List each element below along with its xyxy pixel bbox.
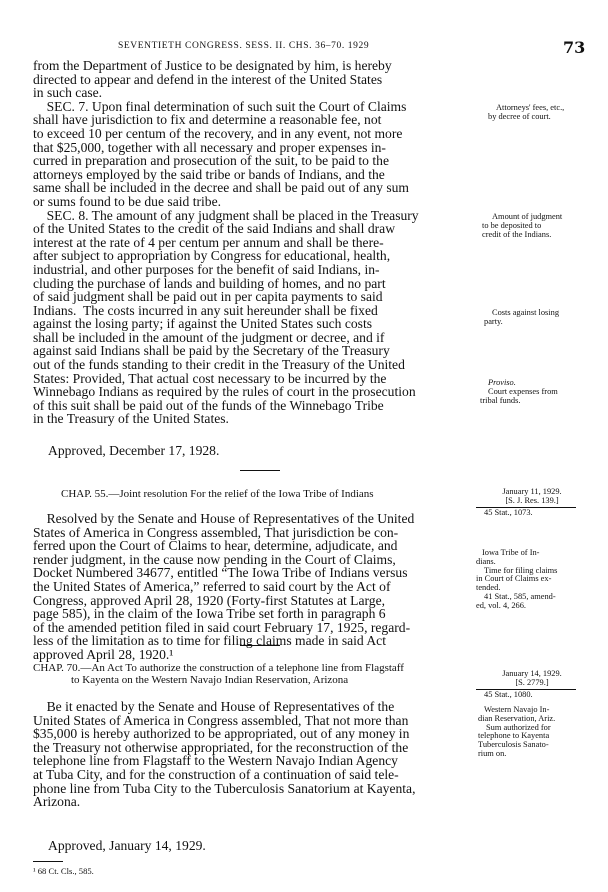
text-line: SEC. 7. Upon final determination of such suit the Court of Claims xyxy=(33,98,407,114)
text-line: cluding the purchase of lands and building of homes, and no part xyxy=(33,275,386,291)
text-line: ferred upon the Court of Claims to hear, determine, adjudicate, and xyxy=(33,538,398,554)
text-line: or sums found to be due said tribe. xyxy=(33,193,222,209)
chap-55-date-block: January 11, 1929. [S. J. Res. 139.] xyxy=(502,487,562,505)
chap-70-heading: CHAP. 70.—An Act To authorize the construction of a telephone line from Flagstaff to Kayenta on the Western Navajo Indian Reservation, Arizona xyxy=(33,662,404,686)
chap-70-stat-ref: 45 Stat., 1080. xyxy=(484,690,533,699)
text-line: $35,000 is hereby authorized to be appropriated, out of any money in xyxy=(33,726,410,742)
chap-55-stat-ref: 45 Stat., 1073. xyxy=(484,508,533,517)
footnote: ¹ 68 Ct. Cls., 585. xyxy=(33,866,94,876)
text-line: page 585), in the claim of the Iowa Tribe set forth in paragraph 6 xyxy=(33,606,386,622)
text-line: that $25,000, together with all necessary and proper expenses in- xyxy=(33,139,386,155)
text-line: industrial, and other purposes for the benefit of said Indians, in- xyxy=(33,261,380,277)
text-line: telephone line from Flagstaff to the Western Navajo Indian Agency xyxy=(33,753,398,769)
text-line: of said judgment shall be paid out in per capita payments to said xyxy=(33,289,383,305)
section-divider-2 xyxy=(240,645,280,646)
running-head: SEVENTIETH CONGRESS. SESS. II. CHS. 36–70. 1929 xyxy=(118,41,370,51)
text-line: phone line from Tuba City to the Tuberculosis Sanatorium at Kayenta, xyxy=(33,780,416,796)
section-divider xyxy=(240,470,280,471)
text-line: less of the limitation as to time for filing claims made in said Act xyxy=(33,633,386,649)
margin-note-costs: Costs against losing party. xyxy=(484,308,560,326)
text-line: shall be included in the amount of the judgment or decree, and if xyxy=(33,329,385,345)
text-line: from the Department of Justice to be designated by him, is hereby xyxy=(33,58,392,73)
text-line: Winnebago Indians as required by the rules of court in the prosecution xyxy=(33,384,416,400)
text-line: attorneys employed by the said tribe or bands of Indians, and the xyxy=(33,166,385,182)
text-line: curred in preparation and prosecution of the suit, to be paid to the xyxy=(33,153,389,169)
text-line: Resolved by the Senate and House of Representatives of the United xyxy=(33,511,415,526)
chap-55-text xyxy=(33,512,414,662)
chap-70-text xyxy=(33,700,415,809)
text-line: render judgment, in the cause now pending in the Court of Claims, xyxy=(33,551,396,567)
chap-70-date-block: January 14, 1929. [S. 2779.] xyxy=(502,669,562,687)
text-line: States of America in Congress assembled, That jurisdiction be con- xyxy=(33,524,399,540)
text-line: at Tuba City, and for the construction of a continuation of said tele- xyxy=(33,766,399,782)
text-line: interest at the rate of 4 per centum per annum and shall be there- xyxy=(33,234,384,250)
text-line: of the amended petition filed in said court February 17, 1925, regard- xyxy=(33,619,411,635)
text-line: the United States of America,” referred to said court by the Act of xyxy=(33,578,391,594)
chap-70-margin-notes: Western Navajo In- dian Reservation, Ariz. Sum authorized for telephone to Kayenta Tuberculosis Sanato- rium on. xyxy=(478,705,556,758)
text-line: Docket Numbered 34677, entitled “The Iowa Tribe of Indians versus xyxy=(33,565,408,581)
text-line: against the losing party; if against the United States such costs xyxy=(33,316,373,332)
text-line: Arizona. xyxy=(33,794,81,810)
text-line: States: Provided, That actual cost necessary to be incurred by the xyxy=(33,370,387,386)
chap-55-margin-notes: Iowa Tribe of In- dians. Time for filing claims in Court of Claims ex- tended. 41 Stat., 585, amend- ed, vol. 4, 266. xyxy=(476,548,558,610)
text-line: to exceed 10 per centum of the recovery, and in any event, not more xyxy=(33,125,403,141)
margin-note-attorneys-fees: Attorneys' fees, etc., by decree of court. xyxy=(488,103,565,121)
text-line: same shall be included in the decree and shall be paid out of any sum xyxy=(33,180,409,196)
text-line: directed to appear and defend in the interest of the United States xyxy=(33,71,383,87)
margin-note-proviso: Proviso. Court expenses from tribal funds. xyxy=(480,378,558,405)
approved-dec-1928: Approved, December 17, 1928. xyxy=(48,443,220,458)
text-line: Congress, approved April 28, 1920 (Forty-first Statutes at Large, xyxy=(33,592,385,608)
text-line: United States of America in Congress assembled, That not more than xyxy=(33,712,409,728)
page-number: 73 xyxy=(563,38,586,57)
text-line: approved April 28, 1920.¹ xyxy=(33,646,174,662)
text-line: SEC. 8. The amount of any judgment shall be placed in the Treasury xyxy=(33,207,419,223)
text-line: Be it enacted by the Senate and House of Representatives of the xyxy=(33,699,395,714)
section-7-8-text xyxy=(33,59,419,426)
text-line: out of the funds standing to their credit in the Treasury of the United xyxy=(33,357,405,373)
margin-note-judgment-deposit: Amount of judgment to be deposited to credit of the Indians. xyxy=(482,212,563,239)
text-line: of this suit shall be paid out of the funds of the Winnebago Tribe xyxy=(33,397,384,413)
text-line: the Treasury not otherwise appropriated, for the reconstruction of the xyxy=(33,739,409,755)
text-line: in such case. xyxy=(33,85,103,101)
text-line: of the United States to the credit of the said Indians and shall draw xyxy=(33,221,396,237)
footnote-rule xyxy=(33,861,63,862)
text-line: after subject to appropriation by Congress for educational, health, xyxy=(33,248,391,264)
text-line: shall have jurisdiction to fix and determine a reasonable fee, not xyxy=(33,112,382,128)
text-line: against said Indians shall be paid by the Secretary of the Treasury xyxy=(33,343,390,359)
chap-55-heading: CHAP. 55.—Joint resolution For the relief of the Iowa Tribe of Indians xyxy=(61,488,374,500)
text-line: Indians. The costs incurred in any suit hereunder shall be fixed xyxy=(33,302,378,318)
approved-jan-1929: Approved, January 14, 1929. xyxy=(48,838,206,853)
text-line: in the Treasury of the United States. xyxy=(33,411,229,427)
